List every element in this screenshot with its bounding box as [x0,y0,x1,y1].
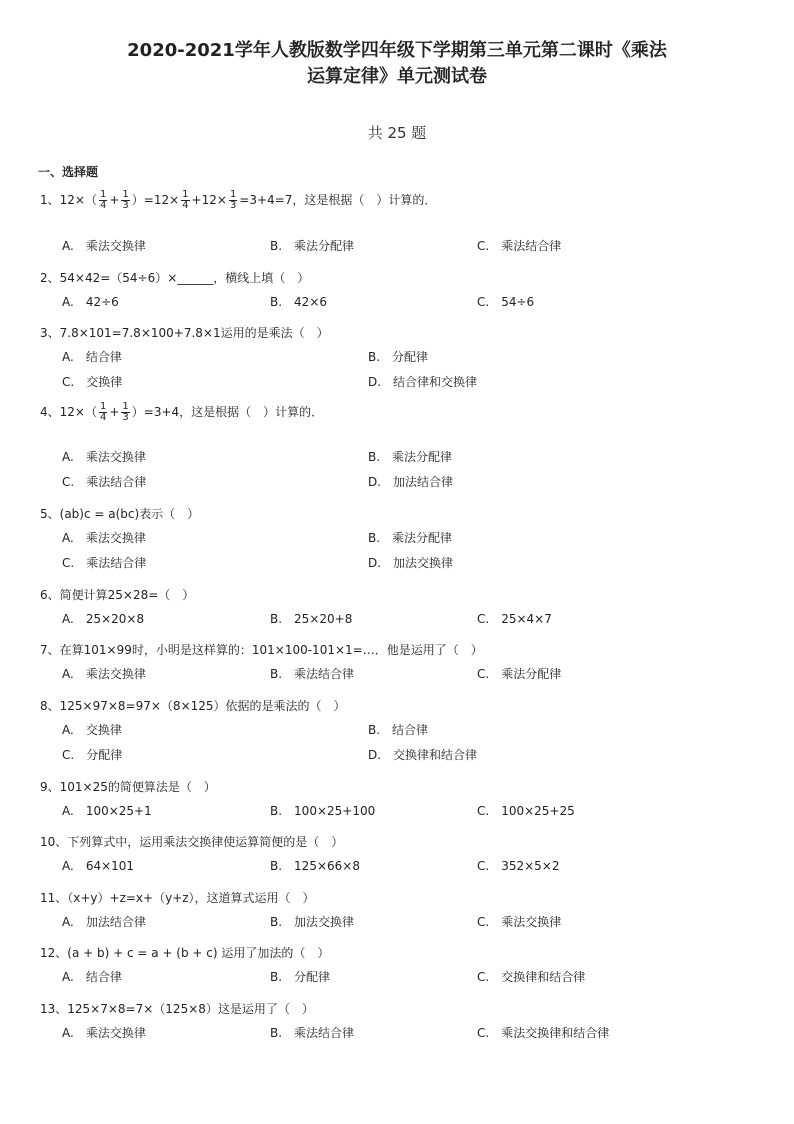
question-10: 10、下列算式中，运用乘法交换律使运算简便的是（ ） [40,835,344,849]
option-c[interactable]: C. 乘法分配律 [477,667,562,681]
numerator: 1 [122,189,129,200]
question-4 [40,402,323,423]
question-text-part: ）=12× [131,193,180,207]
option-a[interactable]: A. 100×25+1 [62,804,152,818]
option-c[interactable]: C. 乘法结合律 [477,239,562,253]
question-text-part: 12×（ [59,193,97,207]
option-a[interactable]: A. 乘法交换律 [62,239,146,253]
question-text-part: =3+4=7，这是根据（ ）计算的． [239,193,437,207]
numerator: 1 [99,401,107,412]
option-b[interactable]: B. 乘法分配律 [270,239,355,253]
question-text-part: +12× [191,193,227,207]
option-b[interactable]: B. 乘法分配律 [368,450,453,464]
fraction [181,190,189,211]
option-a[interactable]: A. 乘法交换律 [62,667,146,681]
option-d[interactable]: D. 加法结合律 [368,475,454,489]
denominator: 3 [122,412,129,423]
fraction [121,402,129,423]
question-text-part: ）=3+4，这是根据（ ）计算的． [131,405,324,419]
option-b[interactable]: B. 乘法分配律 [368,531,453,545]
option-b[interactable]: B. 25×20+8 [270,612,353,626]
question-text-part: + [109,405,120,419]
fraction [99,190,107,211]
option-a[interactable]: A. 乘法交换律 [62,1026,146,1040]
question-5: 5、(ab)c = a(bc)表示（ ） [40,507,200,521]
option-c[interactable]: C. 25×4×7 [477,612,552,626]
option-a[interactable]: A. 加法结合律 [62,915,146,929]
option-c[interactable]: C. 交换律 [62,375,123,389]
option-a[interactable]: A. 42÷6 [62,295,119,309]
option-c[interactable]: C. 乘法交换律 [477,915,562,929]
question-3: 3、7.8×101=7.8×100+7.8×1运用的是乘法（ ） [40,326,329,340]
option-c[interactable]: C. 分配律 [62,748,123,762]
section-heading: 一、选择题 [38,165,99,179]
option-a[interactable]: A. 结合律 [62,350,122,364]
numerator: 1 [122,401,129,412]
question-2: 2、54×42=（54÷6）×______，横线上填（ ） [40,271,310,285]
question-text-part: + [109,193,120,207]
denominator: 3 [229,200,237,211]
option-c[interactable]: C. 乘法结合律 [62,556,147,570]
option-c[interactable]: C. 352×5×2 [477,859,560,873]
title-line-1: 2020-2021学年人教版数学四年级下学期第三单元第二课时《乘法 [127,40,667,61]
option-c[interactable]: C. 100×25+25 [477,804,575,818]
denominator: 4 [182,200,189,211]
option-b[interactable]: B. 乘法结合律 [270,1026,355,1040]
option-c[interactable]: C. 乘法交换律和结合律 [477,1026,610,1040]
fraction [229,190,237,211]
option-a[interactable]: A. 乘法交换律 [62,450,146,464]
question-7: 7、在算101×99时，小明是这样算的：101×100-101×1=…．他是运用了（ ） [40,643,483,657]
option-a[interactable]: A. 乘法交换律 [62,531,146,545]
fraction [121,190,129,211]
option-c[interactable]: C. 交换律和结合律 [477,970,586,984]
option-b[interactable]: B. 125×66×8 [270,859,360,873]
question-11: 11、（x+y）+z=x+（y+z），这道算式运用（ ） [40,891,315,905]
numerator: 1 [182,189,189,200]
option-d[interactable]: D. 结合律和交换律 [368,375,478,389]
option-b[interactable]: B. 分配律 [270,970,331,984]
option-b[interactable]: B. 100×25+100 [270,804,376,818]
question-number: 1、 [40,193,60,207]
question-text-part: 12×（ [59,405,97,419]
title-line-2: 运算定律》单元测试卷 [307,66,487,87]
question-count: 共 25 题 [367,124,427,142]
denominator: 3 [122,200,129,211]
option-d[interactable]: D. 交换律和结合律 [368,748,478,762]
option-b[interactable]: B. 结合律 [368,723,429,737]
option-c[interactable]: C. 乘法结合律 [62,475,147,489]
option-d[interactable]: D. 加法交换律 [368,556,454,570]
option-a[interactable]: A. 25×20×8 [62,612,145,626]
denominator: 4 [99,200,107,211]
option-c[interactable]: C. 54÷6 [477,295,535,309]
option-a[interactable]: A. 交换律 [62,723,122,737]
question-6: 6、简便计算25×28=（ ） [40,588,195,602]
numerator: 1 [99,189,107,200]
option-b[interactable]: B. 乘法结合律 [270,667,355,681]
question-9: 9、101×25的简便算法是（ ） [40,780,216,794]
denominator: 4 [99,412,107,423]
question-8: 8、125×97×8=97×（8×125）依据的是乘法的（ ） [40,699,346,713]
fraction [99,402,107,423]
question-13: 13、125×7×8=7×（125×8）这是运用了（ ） [40,1002,314,1016]
question-number: 4、 [40,405,60,419]
option-a[interactable]: A. 64×101 [62,859,135,873]
option-b[interactable]: B. 分配律 [368,350,429,364]
option-a[interactable]: A. 结合律 [62,970,122,984]
question-1 [40,190,436,211]
question-12: 12、(a + b) + c = a + (b + c) 运用了加法的（ ） [40,946,330,960]
option-b[interactable]: B. 加法交换律 [270,915,355,929]
numerator: 1 [229,189,237,200]
option-b[interactable]: B. 42×6 [270,295,328,309]
